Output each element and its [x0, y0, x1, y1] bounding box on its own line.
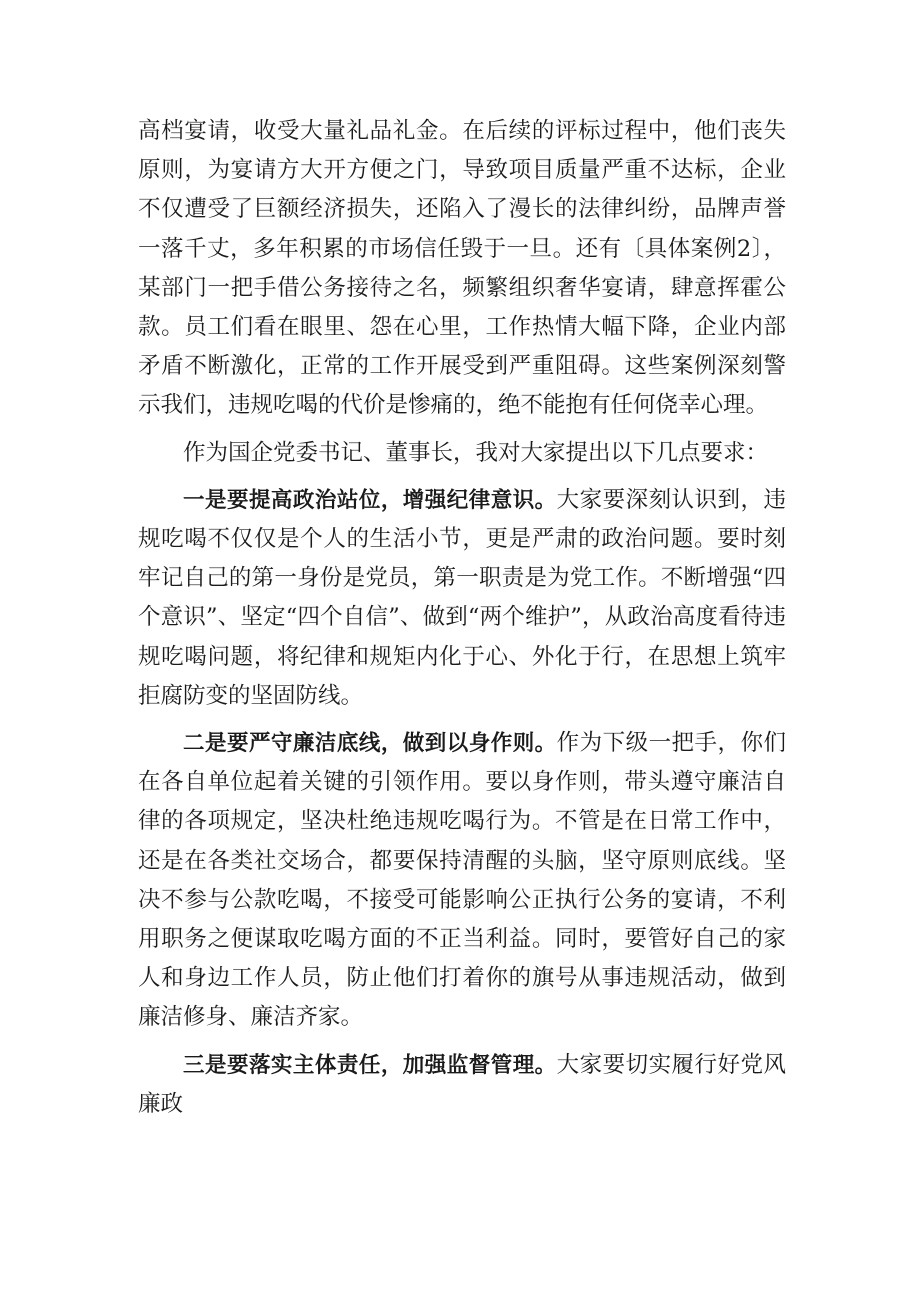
paragraph-heading: 一是要提高政治站位，增强纪律意识。 — [183, 487, 557, 513]
paragraph-heading: 二是要严守廉洁底线，做到以身作则。 — [183, 731, 557, 757]
paragraph-heading: 三是要落实主体责任，加强监督管理。 — [183, 1052, 557, 1078]
document-page — [138, 112, 786, 1132]
paragraph-requirement-1 — [138, 481, 786, 716]
paragraph-requirements-intro — [138, 434, 786, 473]
paragraph-text: 作为国企党委书记、董事长，我对大家提出以下几点要求： — [183, 439, 769, 466]
paragraph-text: 作为下级一把手，你们在各自单位起着关键的引领作用。要以身作则，带头遵守廉洁自律的各项规定，坚决杜绝违规吃喝行为。不管是在日常工作中，还是在各类社交场合，都要保持清醒的头脑，坚守原则底线。坚决不参与公款吃喝，不接受可能影响公正执行公务的宴请，不利用职务之便谋取吃喝方面的不正当利益。同时，要管好自己的家人和身边工作人员，防止他们打着你的旗号从事违规活动，做到廉洁修身、廉洁齐家。 — [138, 730, 786, 1031]
paragraph-text: 大家要切实履行好党风廉政 — [138, 1051, 786, 1117]
paragraph-requirement-2 — [138, 724, 786, 1038]
paragraph-text: 高档宴请，收受大量礼品礼金。在后续的评标过程中，他们丧失原则，为宴请方大开方便之门，导致项目质量严重不达标，企业不仅遭受了巨额经济损失，还陷入了漫长的法律纠纷，品牌声誉一落千丈，多年积累的市场信任毁于一旦。还有〔具体案例2〕，某部门一把手借公务接待之名，频繁组织奢华宴请，肆意挥霍公款。员工们看在眼里、怨在心里，工作热情大幅下降，企业内部矛盾不断激化，正常的工作开展受到严重阻碍。这些案例深刻警示我们，违规吃喝的代价是惨痛的，绝不能抱有任何侥幸心理。 — [138, 118, 786, 419]
paragraph-text: 大家要深刻认识到，违规吃喝不仅仅是个人的生活小节，更是严肃的政治问题。要时刻牢记自己的第一身份是党员，第一职责是为党工作。不断增强“四个意识”、坚定“四个自信”、做到“两个维护”，从政治高度看待违规吃喝问题，将纪律和规矩内化于心、外化于行，在思想上筑牢拒腐防变的坚固防线。 — [138, 486, 786, 709]
paragraph-requirement-3 — [138, 1046, 786, 1124]
paragraph-case-continuation — [138, 112, 786, 426]
